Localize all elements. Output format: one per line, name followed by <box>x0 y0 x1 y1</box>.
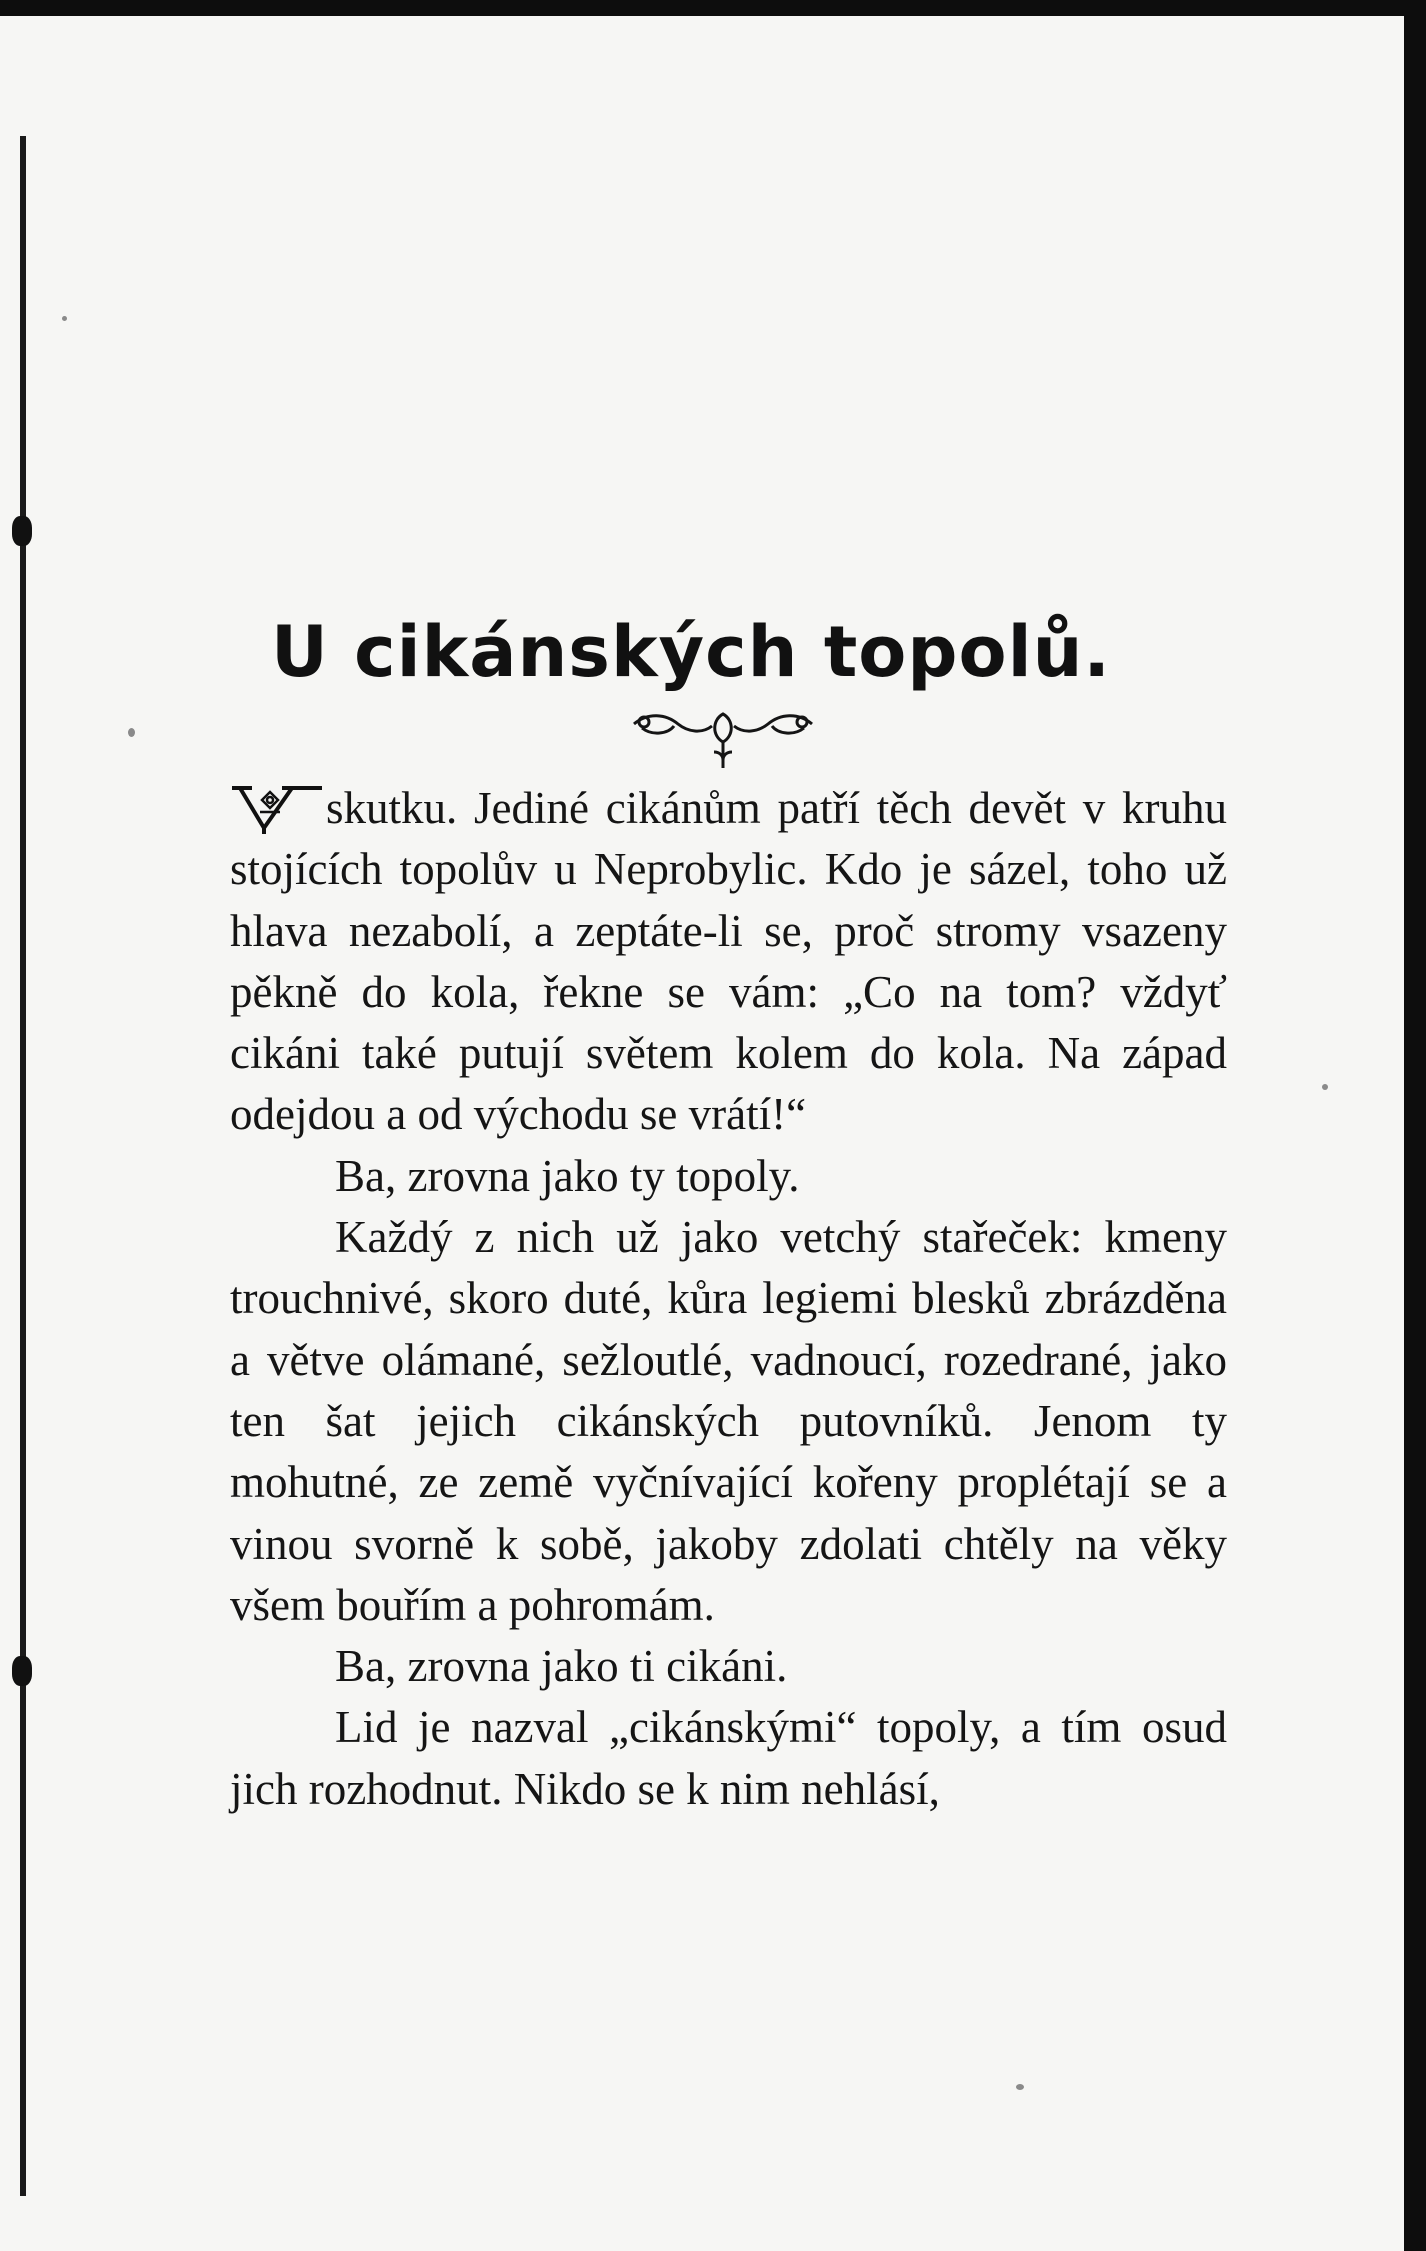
paragraph: Ba, zrovna jako ti cikáni. <box>335 1641 788 1692</box>
chapter-title: U cikánských topolů. <box>270 611 1112 693</box>
page-speck <box>128 728 135 737</box>
paragraph <box>230 778 1227 1146</box>
binding-edge <box>20 136 26 2196</box>
paragraph: Každý z nich už jako vetchý stařeček: kmeny trouchnivé, skoro duté, kůra legiemi blesků zbrázděna a větve olámané, sežloutlé, vadnoucí, rozedrané, jako ten šat jejich cikánských putovníků. Jenom ty mohutné, ze země vyčnívající kořeny proplétají se a vinou svorně k sobě, jakoby zdolati chtěly na věky všem bouřím a pohromám. <box>230 1212 1227 1630</box>
ornamental-initial-v-icon <box>230 782 324 834</box>
paragraph: Ba, zrovna jako ty topoly. <box>335 1150 800 1201</box>
page-speck <box>62 316 67 321</box>
paragraph-text: skutku. Jediné cikánům patří těch devět v kruhu stojících topolův u Neprobylic. Kdo je sázel, toho už hlava nezabolí, a zeptáte-li se, proč stromy vsazeny pěkně do kola, řekne se vám: „Co na tom? vždyť cikáni také putují světem kolem do kola. Na západ odejdou a od východu se vrátí!“ <box>230 783 1227 1140</box>
body-text <box>230 778 1227 1820</box>
scroll-ornament-icon <box>628 708 818 774</box>
drop-initial-ornament <box>230 782 324 834</box>
binding-knot <box>12 516 32 546</box>
page-speck <box>1322 1084 1328 1090</box>
paragraph: Lid je nazval „cikánskými“ topoly, a tím osud jich rozhodnut. Nikdo se k nim nehlásí, <box>230 1702 1227 1814</box>
binding-knot <box>12 1656 32 1686</box>
page-speck <box>1016 2084 1024 2090</box>
